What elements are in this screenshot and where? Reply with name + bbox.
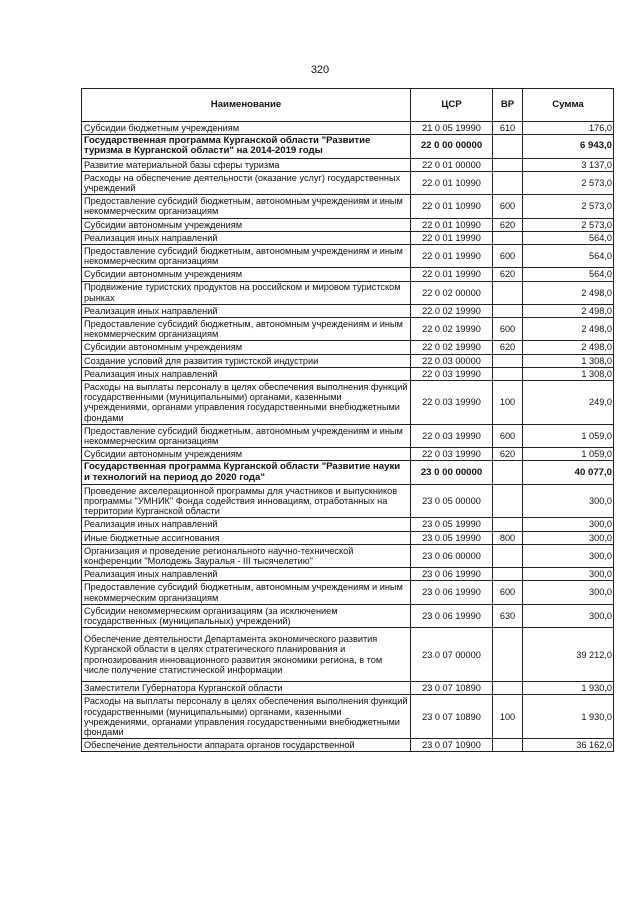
row-sum-cell: 40 077,0 xyxy=(523,461,614,484)
row-sum-cell: 249,0 xyxy=(523,381,614,425)
row-name-cell: Предоставление субсидий бюджетным, автономным учреждениям и иным некоммерческим организациям xyxy=(82,318,411,341)
table-row xyxy=(82,195,614,218)
row-csr-cell: 22 0 03 00000 xyxy=(411,354,493,367)
row-name-cell: Предоставление субсидий бюджетным, автономным учреждениям и иным некоммерческим организациям xyxy=(82,424,411,447)
row-name-cell: Государственная программа Курганской области "Развитие туризма в Курганской области" на 2014-2019 годы xyxy=(82,135,411,158)
header-csr: ЦСР xyxy=(411,89,493,122)
row-sum-cell: 2 498,0 xyxy=(523,304,614,317)
row-csr-cell: 23 0 05 19990 xyxy=(411,531,493,544)
row-sum-cell: 1 308,0 xyxy=(523,354,614,367)
row-csr-cell: 22 0 01 10990 xyxy=(411,171,493,194)
table-row xyxy=(82,135,614,158)
row-sum-cell: 2 573,0 xyxy=(523,218,614,231)
table-header-row xyxy=(82,89,614,122)
row-vr-cell xyxy=(493,461,523,484)
row-sum-cell: 300,0 xyxy=(523,604,614,627)
table-row xyxy=(82,739,614,752)
row-csr-cell: 22 0 01 10990 xyxy=(411,218,493,231)
table-row xyxy=(82,518,614,531)
row-name-cell: Субсидии автономным учреждениям xyxy=(82,268,411,281)
row-csr-cell: 23 0 07 10890 xyxy=(411,682,493,695)
row-name-cell: Заместители Губернатора Курганской области xyxy=(82,682,411,695)
row-name-cell: Проведение акселерационной программы для участников и выпускников программы "УМНИК" Фонда содействия инновациям, отработанных на территории Курганской области xyxy=(82,484,411,518)
table-row xyxy=(82,171,614,194)
table-row xyxy=(82,281,614,304)
table-row xyxy=(82,461,614,484)
table-row xyxy=(82,531,614,544)
row-sum-cell: 300,0 xyxy=(523,568,614,581)
row-sum-cell: 36 162,0 xyxy=(523,739,614,752)
row-vr-cell: 100 xyxy=(493,695,523,739)
page-number: 320 xyxy=(310,64,330,76)
row-csr-cell: 23 0 00 00000 xyxy=(411,461,493,484)
row-sum-cell: 39 212,0 xyxy=(523,628,614,682)
row-vr-cell xyxy=(493,171,523,194)
row-csr-cell: 21 0 05 19990 xyxy=(411,122,493,135)
row-vr-cell: 600 xyxy=(493,244,523,267)
table-row xyxy=(82,367,614,380)
table-row xyxy=(82,122,614,135)
row-csr-cell: 22 0 03 19990 xyxy=(411,448,493,461)
row-sum-cell: 176,0 xyxy=(523,122,614,135)
row-vr-cell xyxy=(493,281,523,304)
row-vr-cell: 620 xyxy=(493,448,523,461)
table-row xyxy=(82,544,614,567)
budget-table xyxy=(81,88,614,752)
row-sum-cell: 300,0 xyxy=(523,518,614,531)
row-vr-cell xyxy=(493,544,523,567)
table-row xyxy=(82,695,614,739)
table-row xyxy=(82,158,614,171)
row-sum-cell: 564,0 xyxy=(523,244,614,267)
table-row xyxy=(82,268,614,281)
row-csr-cell: 22 0 03 19990 xyxy=(411,424,493,447)
row-name-cell: Реализация иных направлений xyxy=(82,304,411,317)
header-vr: ВР xyxy=(493,89,523,122)
row-name-cell: Субсидии автономным учреждениям xyxy=(82,448,411,461)
row-vr-cell xyxy=(493,484,523,518)
row-vr-cell: 600 xyxy=(493,318,523,341)
table-row xyxy=(82,354,614,367)
row-csr-cell: 22 0 02 00000 xyxy=(411,281,493,304)
row-name-cell: Предоставление субсидий бюджетным, автономным учреждениям и иным некоммерческим организациям xyxy=(82,195,411,218)
row-vr-cell: 800 xyxy=(493,531,523,544)
row-name-cell: Субсидии бюджетным учреждениям xyxy=(82,122,411,135)
header-name: Наименование xyxy=(82,89,411,122)
row-csr-cell: 22 0 01 00000 xyxy=(411,158,493,171)
row-vr-cell: 620 xyxy=(493,268,523,281)
row-name-cell: Продвижение туристских продуктов на российском и мировом туристском рынках xyxy=(82,281,411,304)
row-sum-cell: 3 137,0 xyxy=(523,158,614,171)
row-csr-cell: 22 0 02 19990 xyxy=(411,304,493,317)
row-name-cell: Реализация иных направлений xyxy=(82,568,411,581)
row-sum-cell: 1 059,0 xyxy=(523,448,614,461)
row-sum-cell: 1 308,0 xyxy=(523,367,614,380)
row-csr-cell: 23 0 07 10900 xyxy=(411,739,493,752)
table-row xyxy=(82,604,614,627)
row-sum-cell: 1 930,0 xyxy=(523,682,614,695)
row-vr-cell xyxy=(493,739,523,752)
row-csr-cell: 23 0 07 00000 xyxy=(411,628,493,682)
row-vr-cell xyxy=(493,158,523,171)
row-name-cell: Расходы на выплаты персоналу в целях обеспечения выполнения функций государственными (муниципальными) органами, казенными учреждениями, органами управления государственными внебюджетными фондами xyxy=(82,695,411,739)
table-row xyxy=(82,218,614,231)
row-csr-cell: 23 0 06 19990 xyxy=(411,604,493,627)
row-name-cell: Организация и проведение регионального научно-технической конференции "Молодежь Зауралья - III тысячелетию" xyxy=(82,544,411,567)
row-vr-cell: 600 xyxy=(493,424,523,447)
row-name-cell: Предоставление субсидий бюджетным, автономным учреждениям и иным некоммерческим организациям xyxy=(82,244,411,267)
row-csr-cell: 22 0 01 19990 xyxy=(411,268,493,281)
row-sum-cell: 2 498,0 xyxy=(523,341,614,354)
row-vr-cell: 100 xyxy=(493,381,523,425)
row-csr-cell: 22 0 02 19990 xyxy=(411,318,493,341)
row-vr-cell xyxy=(493,304,523,317)
row-name-cell: Реализация иных направлений xyxy=(82,367,411,380)
row-name-cell: Субсидии автономным учреждениям xyxy=(82,341,411,354)
row-sum-cell: 564,0 xyxy=(523,268,614,281)
row-sum-cell: 2 498,0 xyxy=(523,318,614,341)
row-name-cell: Реализация иных направлений xyxy=(82,518,411,531)
row-name-cell: Обеспечение деятельности Департамента экономического развития Курганской области в целях стратегического планирования и прогнозирования инновационного развития экономики региона, в том числе получение статистической информации xyxy=(82,628,411,682)
table-body xyxy=(82,122,614,752)
row-csr-cell: 23 0 05 00000 xyxy=(411,484,493,518)
row-name-cell: Создание условий для развития туристской индустрии xyxy=(82,354,411,367)
row-vr-cell: 630 xyxy=(493,604,523,627)
table-row xyxy=(82,682,614,695)
row-vr-cell xyxy=(493,628,523,682)
table-row xyxy=(82,244,614,267)
table-row xyxy=(82,628,614,682)
row-name-cell: Государственная программа Курганской области "Развитие науки и технологий на период до 2020 года" xyxy=(82,461,411,484)
row-name-cell: Реализация иных направлений xyxy=(82,231,411,244)
row-csr-cell: 22 0 01 10990 xyxy=(411,195,493,218)
table-row xyxy=(82,581,614,604)
row-vr-cell xyxy=(493,568,523,581)
row-csr-cell: 22 0 03 19990 xyxy=(411,381,493,425)
table-row xyxy=(82,448,614,461)
row-sum-cell: 564,0 xyxy=(523,231,614,244)
row-sum-cell: 1 059,0 xyxy=(523,424,614,447)
row-name-cell: Обеспечение деятельности аппарата органов государственной xyxy=(82,739,411,752)
row-vr-cell xyxy=(493,231,523,244)
row-csr-cell: 23 0 07 10890 xyxy=(411,695,493,739)
row-name-cell: Расходы на выплаты персоналу в целях обеспечения выполнения функций государственными (муниципальными) органами, казенными учреждениями, органами управления государственными внебюджетными фондами xyxy=(82,381,411,425)
row-sum-cell: 2 573,0 xyxy=(523,171,614,194)
row-sum-cell: 2 573,0 xyxy=(523,195,614,218)
row-name-cell: Субсидии автономным учреждениям xyxy=(82,218,411,231)
row-csr-cell: 23 0 06 19990 xyxy=(411,581,493,604)
row-vr-cell xyxy=(493,682,523,695)
row-csr-cell: 22 0 01 19990 xyxy=(411,244,493,267)
row-csr-cell: 23 0 05 19990 xyxy=(411,518,493,531)
row-sum-cell: 300,0 xyxy=(523,544,614,567)
row-sum-cell: 6 943,0 xyxy=(523,135,614,158)
row-name-cell: Иные бюджетные ассигнования xyxy=(82,531,411,544)
table-row xyxy=(82,568,614,581)
row-vr-cell xyxy=(493,135,523,158)
row-vr-cell: 610 xyxy=(493,122,523,135)
row-csr-cell: 22 0 00 00000 xyxy=(411,135,493,158)
header-sum: Сумма xyxy=(523,89,614,122)
table-row xyxy=(82,304,614,317)
row-vr-cell xyxy=(493,518,523,531)
row-vr-cell: 620 xyxy=(493,218,523,231)
row-csr-cell: 23 0 06 19990 xyxy=(411,568,493,581)
row-name-cell: Расходы на обеспечение деятельности (оказание услуг) государственных учреждений xyxy=(82,171,411,194)
row-sum-cell: 300,0 xyxy=(523,531,614,544)
row-csr-cell: 22 0 01 19990 xyxy=(411,231,493,244)
row-vr-cell: 620 xyxy=(493,341,523,354)
table-row xyxy=(82,484,614,518)
row-sum-cell: 300,0 xyxy=(523,484,614,518)
row-name-cell: Субсидии некоммерческим организациям (за исключением государственных (муниципальных) учреждений) xyxy=(82,604,411,627)
table-row xyxy=(82,381,614,425)
row-sum-cell: 1 930,0 xyxy=(523,695,614,739)
row-vr-cell xyxy=(493,354,523,367)
row-vr-cell xyxy=(493,367,523,380)
table-row xyxy=(82,424,614,447)
row-vr-cell: 600 xyxy=(493,581,523,604)
row-sum-cell: 300,0 xyxy=(523,581,614,604)
row-name-cell: Предоставление субсидий бюджетным, автономным учреждениям и иным некоммерческим организациям xyxy=(82,581,411,604)
row-sum-cell: 2 498,0 xyxy=(523,281,614,304)
table-row xyxy=(82,341,614,354)
table-row xyxy=(82,231,614,244)
row-name-cell: Развитие материальной базы сферы туризма xyxy=(82,158,411,171)
table-row xyxy=(82,318,614,341)
row-vr-cell: 600 xyxy=(493,195,523,218)
row-csr-cell: 22 0 03 19990 xyxy=(411,367,493,380)
row-csr-cell: 22 0 02 19990 xyxy=(411,341,493,354)
row-csr-cell: 23 0 06 00000 xyxy=(411,544,493,567)
